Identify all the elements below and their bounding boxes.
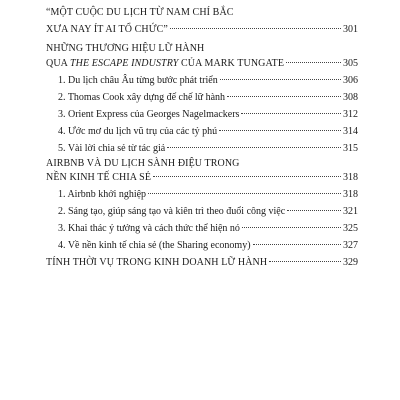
toc-page-number: 314 — [343, 126, 358, 137]
toc-page-number: 301 — [343, 24, 358, 35]
dot-leader — [242, 227, 341, 228]
toc-section-1-row — [46, 24, 358, 40]
dot-leader — [153, 176, 341, 177]
toc-entry — [58, 92, 358, 108]
dot-leader — [148, 193, 341, 194]
toc-page-number: 329 — [343, 257, 358, 268]
toc-text: QUA — [46, 58, 71, 69]
toc-section-2-title-line2 — [46, 58, 284, 70]
toc-page-number: 315 — [343, 143, 358, 154]
dot-leader — [286, 62, 341, 63]
dot-leader — [269, 261, 341, 262]
toc-section-2-row — [46, 58, 358, 74]
dot-leader — [253, 244, 341, 245]
toc-page-number: 321 — [343, 206, 358, 217]
toc-page-number: 308 — [343, 92, 358, 103]
toc-entry — [58, 206, 358, 222]
toc-page-number: 305 — [343, 58, 358, 69]
toc-entry — [58, 143, 358, 159]
toc-entry — [58, 126, 358, 142]
toc-section-2-title-line1 — [46, 43, 204, 55]
toc-section-1-title-line2: XƯA NAY ÍT AI TỔ CHỨC” — [46, 24, 168, 35]
toc-entry-label: 2. Thomas Cook xây dựng đế chế lữ hành — [58, 92, 226, 103]
toc-entry-label: 3. Orient Express của Georges Nagelmackers — [58, 109, 240, 120]
dot-leader — [287, 210, 341, 211]
toc-entry-label: 3. Khai thác ý tưởng và cách thức thể hiện nó — [58, 223, 240, 234]
toc-entry-label: 4. Ước mơ du lịch vũ trụ của các tỷ phú — [58, 126, 218, 137]
toc-page-number: 312 — [343, 109, 358, 120]
dot-leader — [227, 96, 341, 97]
toc-section-1-title-line1 — [46, 7, 234, 19]
toc-section-3-title-line1 — [46, 158, 240, 170]
toc-page-number: 318 — [343, 189, 358, 200]
toc-text: NHỮNG THƯƠNG HIỆU LỮ HÀNH — [46, 43, 205, 54]
toc-section-4-row — [46, 257, 358, 273]
toc-section-3-title-line2: NỀN KINH TẾ CHIA SẺ — [46, 172, 152, 183]
toc-entry — [58, 223, 358, 239]
toc-page-number: 327 — [343, 240, 358, 251]
toc-page-number: 325 — [343, 223, 358, 234]
dot-leader — [167, 147, 341, 148]
toc-page-number: 306 — [343, 75, 358, 86]
toc-entry-label: 2. Sáng tạo, giúp sáng tạo và kiên trì theo đuổi công việc — [58, 206, 286, 217]
toc-entry — [58, 240, 358, 256]
dot-leader — [241, 113, 341, 114]
toc-entry — [58, 189, 358, 205]
toc-entry — [58, 109, 358, 125]
toc-text: “MỘT CUỘC DU LỊCH TỪ NAM CHÍ BẮC — [46, 7, 234, 18]
toc-text: CỦA MARK TUNGATE — [178, 58, 285, 69]
toc-entry-label: 1. Airbnb khởi nghiệp — [58, 189, 147, 200]
toc-entry-label: 1. Du lịch châu Âu từng bước phát triển — [58, 75, 218, 86]
dot-leader — [170, 28, 341, 29]
dot-leader — [220, 79, 341, 80]
toc-entry-label: 4. Về nền kinh tế chia sẻ (the Sharing economy) — [58, 240, 251, 251]
toc-section-4-title: TÍNH THỜI VỤ TRONG KINH DOANH LỮ HÀNH — [46, 257, 268, 268]
book-title: THE ESCAPE INDUSTRY — [70, 58, 179, 69]
toc-entry — [58, 75, 358, 91]
toc-section-3-row — [46, 172, 358, 188]
toc-page-number: 318 — [343, 172, 358, 183]
toc-entry-label: 5. Vài lời chia sẻ từ tác giả — [58, 143, 166, 154]
dot-leader — [219, 130, 341, 131]
toc-text: AIRBNB VÀ DU LỊCH SÀNH ĐIỆU TRONG — [46, 158, 240, 169]
